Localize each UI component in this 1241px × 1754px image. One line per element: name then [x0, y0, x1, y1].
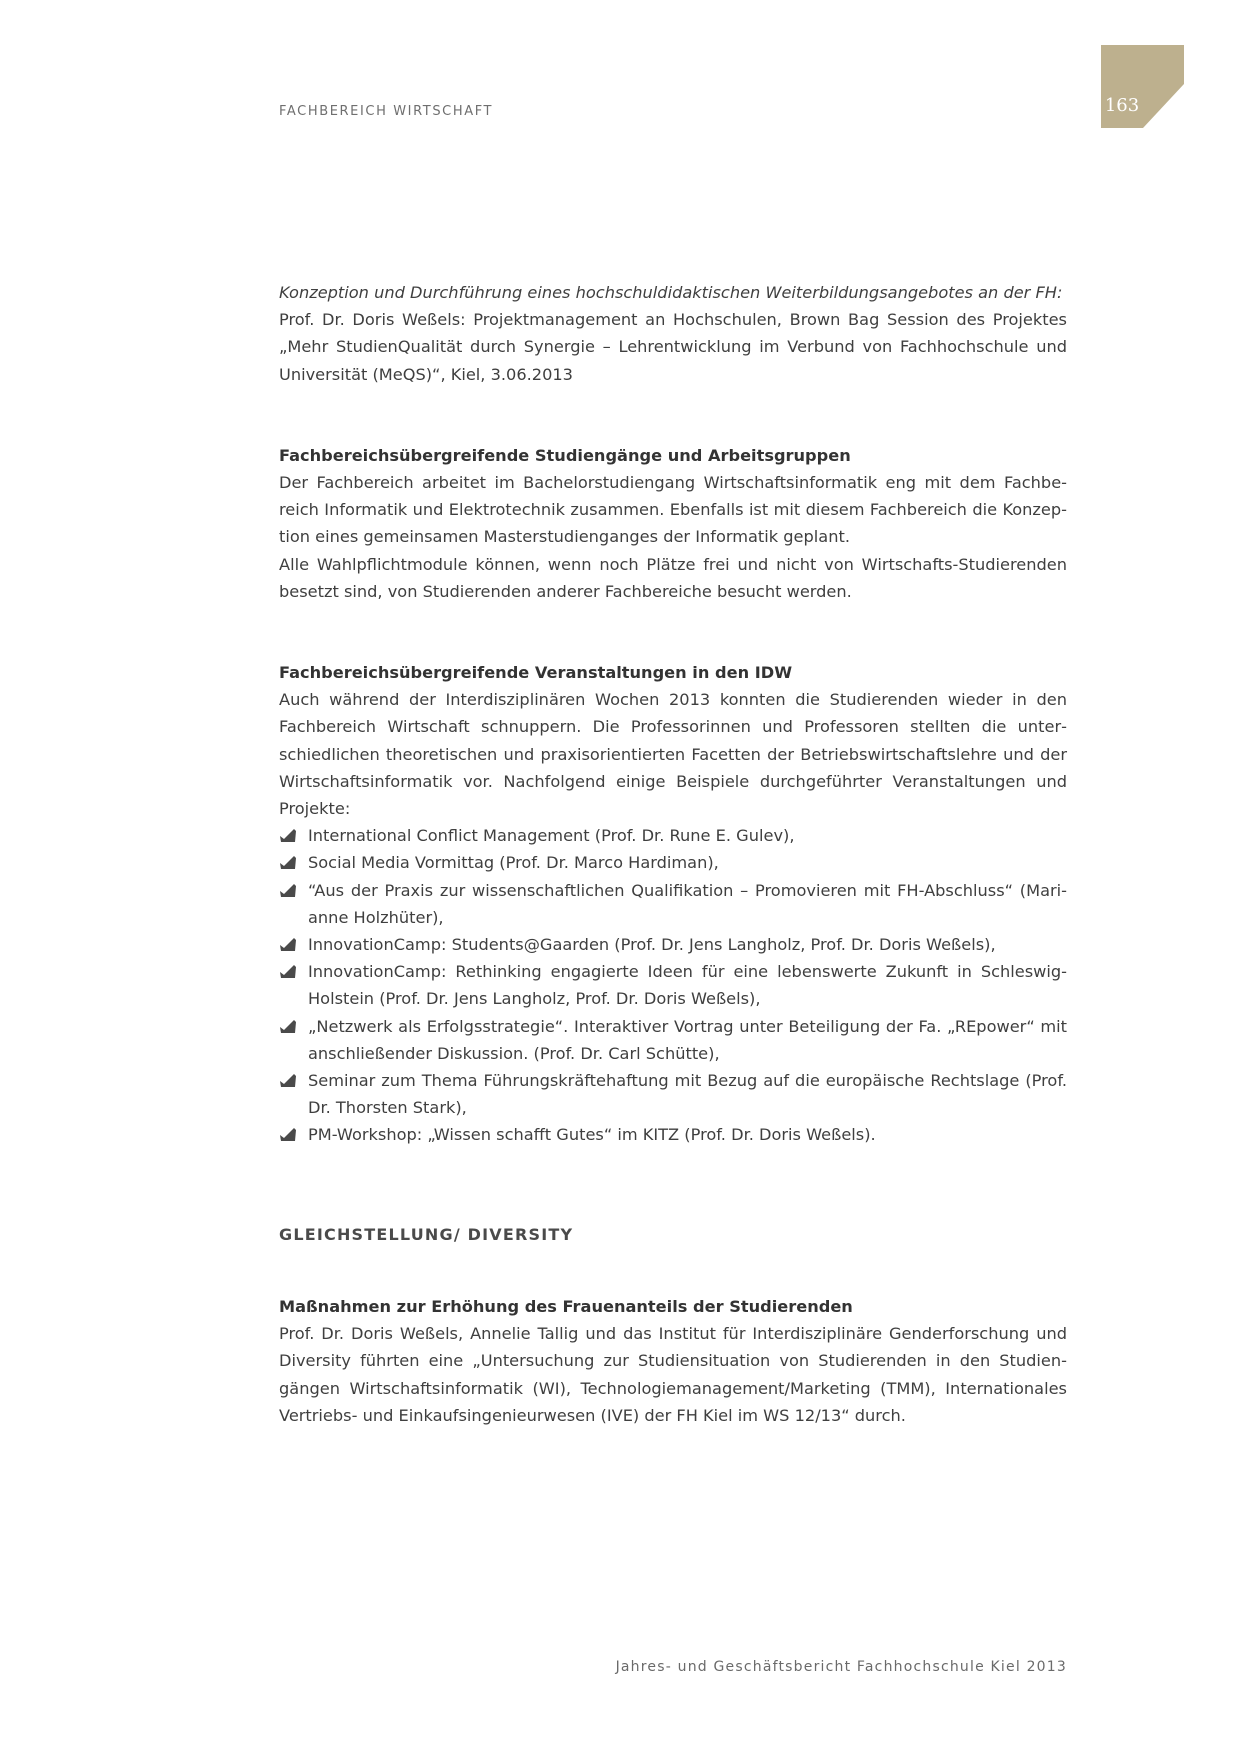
list-item: PM-Workshop: „Wissen schafft Gutes“ im KITZ (Prof. Dr. Doris Weßels).	[279, 1121, 1067, 1148]
block3-heading: Fachbereichsübergreifende Veranstaltungen in den IDW	[279, 663, 793, 683]
block1-text: Prof. Dr. Doris Weßels: Projektmanagement an Hochschulen, Brown Bag Session des Projektes „Mehr StudienQualität durch Synergie – Lehrentwicklung im Verbund von Fachhochschule und Universität (MeQS)“, Kiel, 3.06.2013	[279, 310, 1067, 384]
block4-text: Prof. Dr. Doris Weßels, Annelie Tallig und das Institut für Interdisziplinäre Genderforschung und Diversity führten eine „Untersuchung zur Studiensituation von Studierenden in den Studiengängen Wirtschaftsinformatik (WI), Technologiemanagement/Marketing (TMM), Internationales Vertriebs- und Einkaufsingenieurwesen (IVE) der FH Kiel im WS 12/13“ durch.	[279, 1324, 1067, 1425]
block2-heading: Fachbereichsübergreifende Studiengänge und Arbeitsgruppen	[279, 445, 851, 465]
block1-italic-title: Konzeption und Durchführung eines hochschuldidaktischen Weiterbildungsangebotes an der FH:	[279, 283, 1063, 302]
block4-heading: Maßnahmen zur Erhöhung des Frauenanteils der Studierenden	[279, 1296, 853, 1316]
list-item: Seminar zum Thema Führungskräftehaftung mit Bezug auf die europäische Rechtslage (Prof. Dr. Thorsten Stark),	[279, 1067, 1067, 1121]
check-bullet-icon	[279, 963, 297, 979]
section-title: GLEICHSTELLUNG/ DIVERSITY	[279, 1224, 574, 1244]
list-item: „Netzwerk als Erfolgsstrategie“. Interaktiver Vortrag unter Beteiligung der Fa. „REpower“ mit anschließender Diskussion. (Prof. Dr. Carl Schütte),	[279, 1013, 1067, 1067]
main-content	[279, 279, 1067, 1429]
check-bullet-icon	[279, 1018, 297, 1034]
list-item: InnovationCamp: Rethinking engagierte Ideen für eine lebenswerte Zukunft in Schleswig-Holstein (Prof. Dr. Jens Langholz, Prof. Dr. Doris Weßels),	[279, 958, 1067, 1012]
running-header: FACHBEREICH WIRTSCHAFT	[279, 104, 494, 119]
list-item: “Aus der Praxis zur wissenschaftlichen Qualifikation – Promovieren mit FH-Abschluss“ (Marianne Holzhüter),	[279, 877, 1067, 931]
page-footer: Jahres- und Geschäftsbericht Fachhochschule Kiel 2013	[615, 1659, 1067, 1675]
check-bullet-icon	[279, 827, 297, 843]
check-bullet-icon	[279, 882, 297, 898]
list-item: Social Media Vormittag (Prof. Dr. Marco Hardiman),	[279, 849, 1067, 876]
page-number: 163	[1104, 95, 1140, 116]
block2-para1: Der Fachbereich arbeitet im Bachelorstudiengang Wirtschaftsinformatik eng mit dem Fachbereich Informatik und Elektrotechnik zusammen. Ebenfalls ist mit diesem Fachbereich die Konzeption eines gemeinsamen Masterstudienganges der Informatik geplant.	[279, 473, 1067, 547]
event-list	[279, 822, 1067, 1148]
list-item: InnovationCamp: Students@Gaarden (Prof. Dr. Jens Langholz, Prof. Dr. Doris Weßels),	[279, 931, 1067, 958]
block2-para2: Alle Wahlpflichtmodule können, wenn noch Plätze frei und nicht von Wirtschafts-Studierenden besetzt sind, von Studierenden anderer Fachbereiche besucht werden.	[279, 554, 1067, 601]
check-bullet-icon	[279, 1072, 297, 1088]
list-item: International Conflict Management (Prof. Dr. Rune E. Gulev),	[279, 822, 1067, 849]
check-bullet-icon	[279, 1126, 297, 1142]
check-bullet-icon	[279, 854, 297, 870]
block3-intro: Auch während der Interdisziplinären Wochen 2013 konnten die Studierenden wieder in den Fachbereich Wirtschaft schnuppern. Die Professorinnen und Professoren stellten die unterschiedlichen theoretischen und praxisorientierten Facetten der Betriebswirtschaftslehre und der Wirtschaftsinformatik vor. Nachfolgend einige Beispiele durchgeführter Veranstaltungen und Projekte:	[279, 690, 1067, 819]
check-bullet-icon	[279, 936, 297, 952]
